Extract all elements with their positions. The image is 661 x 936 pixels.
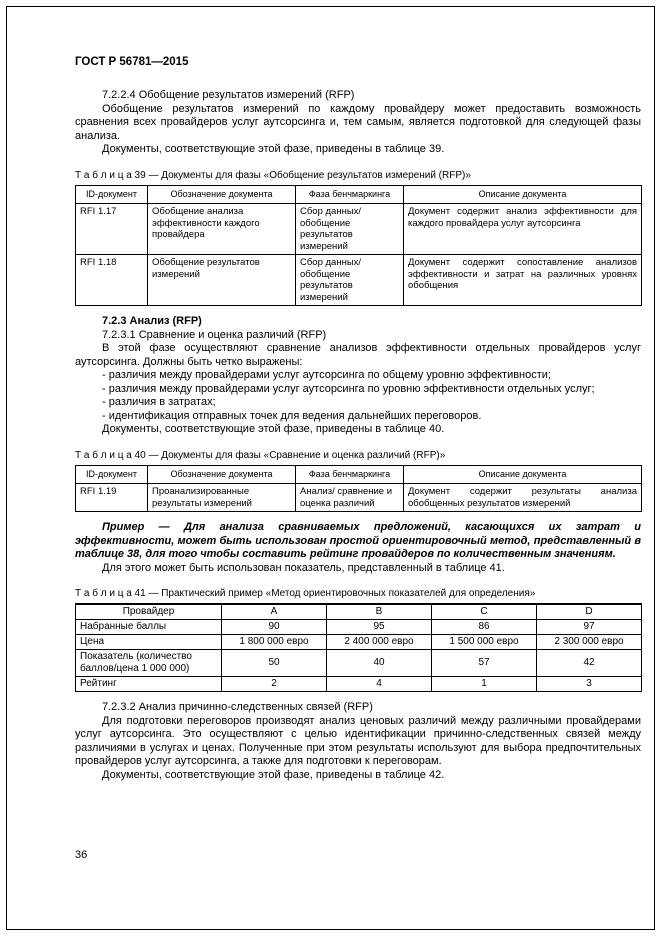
table-cell: 3 (537, 677, 642, 692)
table-header-cell: Провайдер (76, 604, 222, 620)
heading-7-2-2-4: 7.2.2.4 Обобщение результатов измерений (RFP) (102, 89, 355, 101)
table-cell: 2 (222, 677, 327, 692)
table-row (76, 620, 642, 635)
table-39 (75, 185, 642, 307)
table-header-cell: Описание документа (404, 185, 642, 204)
table-header-cell: Обозначение документа (148, 185, 296, 204)
table-header-cell: ID-документ (76, 185, 148, 204)
table-cell: RFI 1.17 (76, 204, 148, 255)
page-content (75, 56, 641, 782)
paragraph: В этой фазе осуществляют сравнение анализов эффективности отдельных провайдеров услуг аутсорсинга. Должны быть четко выражены: (75, 342, 641, 368)
table-header-row (76, 185, 642, 204)
table-cell: 1 (432, 677, 537, 692)
table-cell: 42 (537, 650, 642, 677)
table-cell: 4 (327, 677, 432, 692)
table-cell: Обобщение результатов измерений (148, 255, 296, 306)
table-cell: RFI 1.19 (76, 484, 148, 512)
table-cell: Документ содержит сопоставление анализов эффективности и затрат на различных уровнях обобщения (404, 255, 642, 306)
table-cell: Обобщение анализа эффективности каждого провайдера (148, 204, 296, 255)
table-cell: Анализ/ сравнение и оценка различий (296, 484, 404, 512)
table-40-caption: Т а б л и ц а 40 — Документы для фазы «Сравнение и оценка различий (RFP)» (75, 449, 446, 461)
paragraph: Документы, соответствующие этой фазе, приведены в таблице 42. (102, 768, 445, 781)
table-header-cell: A (222, 604, 327, 620)
table-cell: Цена (76, 635, 222, 650)
table-cell: 2 400 000 евро (327, 635, 432, 650)
table-41 (75, 603, 642, 692)
doc-header: ГОСТ Р 56781—2015 (75, 56, 189, 68)
page-number: 36 (75, 849, 88, 861)
table-cell: 86 (432, 620, 537, 635)
paragraph: Для подготовки переговоров производят анализ ценовых различий между различными провайдерами услуг аутсорсинга. Это осуществляют с целью идентификации причинно-следственных связей между различиями в услугах и ценах. Полученные при этом результаты используют для выбора предпочтительных провайдеров услуг аутсорсинга, а также для подготовки к переговорам. (75, 714, 641, 767)
table-cell: Документ содержит результаты анализа обобщенных результатов измерений (404, 484, 642, 512)
table-39-caption: Т а б л и ц а 39 — Документы для фазы «Обобщение результатов измерений (RFP)» (75, 169, 471, 181)
paragraph: Документы, соответствующие этой фазе, приведены в таблице 39. (102, 143, 445, 155)
list-item: - различия между провайдерами услуг аутсорсинга по общему уровню эффективности; (102, 369, 551, 381)
dash-list (75, 369, 641, 423)
table-header-cell: ID-документ (76, 465, 148, 484)
table-cell: 57 (432, 650, 537, 677)
list-item: - идентификация отправных точек для ведения дальнейших переговоров. (102, 409, 482, 422)
table-row (76, 635, 642, 650)
table-cell: Рейтинг (76, 677, 222, 692)
table-row (76, 677, 642, 692)
table-row (76, 484, 642, 512)
table-header-cell: Фаза бенчмаркинга (296, 465, 404, 484)
table-cell: Показатель (количество баллов/цена 1 000 000) (76, 650, 222, 677)
table-header-cell: Описание документа (404, 465, 642, 484)
table-cell: 1 500 000 евро (432, 635, 537, 650)
paragraph: Документы, соответствующие этой фазе, приведены в таблице 40. (102, 423, 445, 435)
table-row (76, 204, 642, 255)
table-cell: 40 (327, 650, 432, 677)
table-cell: Проанализированные результаты измерений (148, 484, 296, 512)
table-cell: Набранные баллы (76, 620, 222, 635)
heading-7-2-3-2: 7.2.3.2 Анализ причинно-следственных связей (RFP) (102, 701, 373, 713)
table-cell: Сбор данных/ обобщение результатов измерений (296, 204, 404, 255)
table-header-cell: C (432, 604, 537, 620)
table-cell: Документ содержит анализ эффективности для каждого провайдера услуг аутсорсинга (404, 204, 642, 255)
heading-7-2-3-1: 7.2.3.1 Сравнение и оценка различий (RFP) (102, 328, 327, 341)
paragraph: Обобщение результатов измерений по каждому провайдеру может предоставить возможность сравнения всех провайдеров услуг аутсорсинга и, тем самым, является подготовкой для следующей фазы анализа. (75, 102, 641, 142)
table-cell: 1 800 000 евро (222, 635, 327, 650)
paragraph: Для этого может быть использован показатель, представленный в таблице 41. (102, 561, 505, 574)
table-row (76, 255, 642, 306)
table-row (76, 650, 642, 677)
heading-7-2-3: 7.2.3 Анализ (RFP) (102, 315, 202, 327)
table-header-cell: Фаза бенчмаркинга (296, 185, 404, 204)
table-header-cell: Обозначение документа (148, 465, 296, 484)
table-header-cell: D (537, 604, 642, 620)
list-item: - различия в затратах; (102, 396, 216, 408)
table-cell: 90 (222, 620, 327, 635)
table-header-row (76, 465, 642, 484)
example-paragraph: Пример — Для анализа сравниваемых предложений, касающихся их затрат и эффективности, может быть использован простой ориентировочный метод, представленный в таблице 38, для того чтобы составить рейтинг провайдеров по количественным значениям. (75, 521, 641, 560)
table-cell: RFI 1.18 (76, 255, 148, 306)
table-cell: 50 (222, 650, 327, 677)
table-41-caption: Т а б л и ц а 41 — Практический пример «Метод ориентировочных показателей для определения» (75, 588, 536, 599)
list-item: - различия между провайдерами услуг аутсорсинга по уровню эффективности отдельных услуг; (102, 382, 595, 395)
table-header-cell: B (327, 604, 432, 620)
table-cell: 2 300 000 евро (537, 635, 642, 650)
table-cell: Сбор данных/ обобщение результатов измерений (296, 255, 404, 306)
table-cell: 97 (537, 620, 642, 635)
table-40 (75, 465, 642, 513)
table-header-row (76, 604, 642, 620)
table-cell: 95 (327, 620, 432, 635)
